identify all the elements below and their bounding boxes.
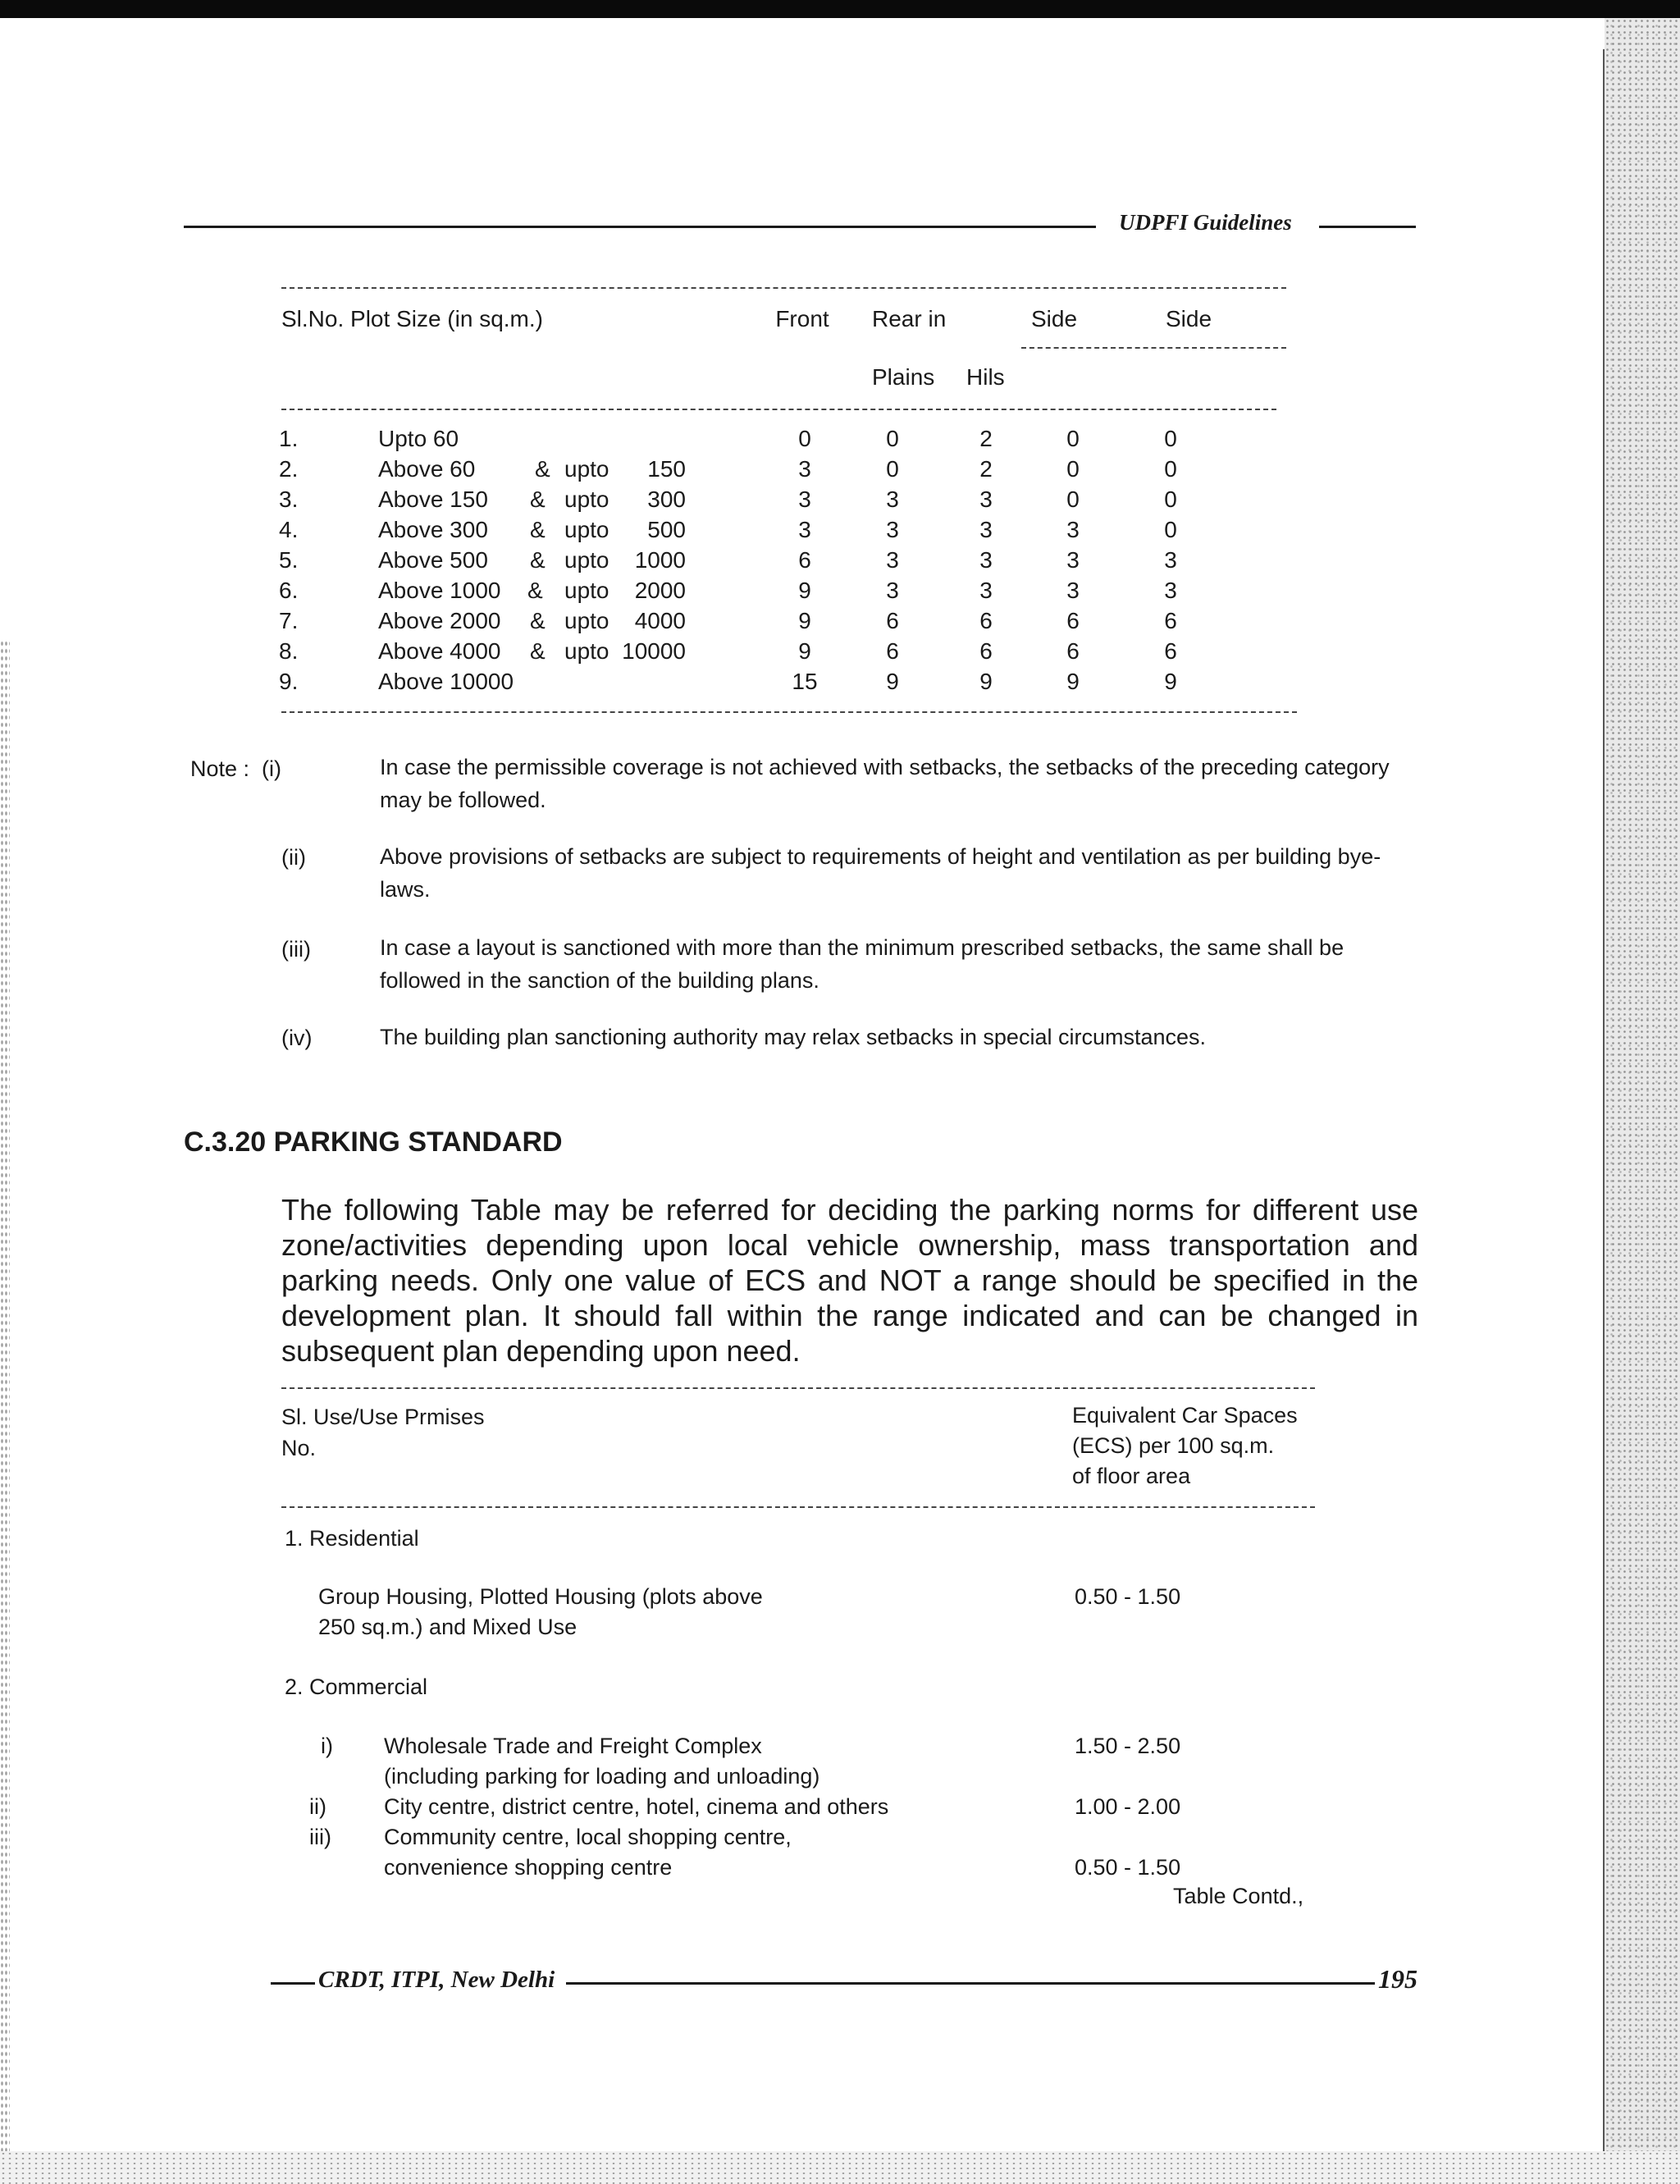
item-ecs-value: 1.50 - 2.50 <box>1075 1734 1181 1758</box>
header-title: UDPFI Guidelines <box>1119 210 1292 235</box>
row-label: Above 2000 <box>378 608 501 633</box>
row-amp: & <box>527 578 543 603</box>
scan-noise-left <box>0 640 10 2184</box>
setback-header-side-1: Side <box>1030 306 1078 331</box>
note-number: (i) <box>262 756 281 781</box>
note-number: (iii) <box>281 937 311 962</box>
residential-line-2: 250 sq.m.) and Mixed Use <box>318 1615 578 1639</box>
row-number: 4. <box>279 517 299 542</box>
row-to: 1000 <box>634 547 686 573</box>
row-to: 150 <box>647 456 686 482</box>
row-number: 5. <box>279 547 299 573</box>
row-number: 3. <box>279 487 299 512</box>
row-upto: upto <box>564 638 609 664</box>
cell-hils: 6 <box>979 608 993 633</box>
residential-ecs-value: 0.50 - 1.50 <box>1075 1584 1181 1609</box>
cell-hils: 6 <box>979 638 993 664</box>
footer-rule-right <box>566 1982 1375 1985</box>
setback-header-hils: Hils <box>966 364 1005 390</box>
cell-front: 3 <box>798 456 811 482</box>
cell-plains: 6 <box>886 608 899 633</box>
cell-front: 9 <box>798 578 811 603</box>
cell-side-2: 3 <box>1164 578 1177 603</box>
cell-hils: 3 <box>979 547 993 573</box>
row-amp: & <box>530 638 546 664</box>
cell-plains: 3 <box>886 547 899 573</box>
row-number: 8. <box>279 638 299 664</box>
cell-plains: 3 <box>886 517 899 542</box>
cell-side-2: 9 <box>1164 669 1177 694</box>
cell-side-1: 3 <box>1066 517 1080 542</box>
scan-top-border <box>0 0 1680 18</box>
note-text: In case a layout is sanctioned with more than the minimum prescribed setbacks, the same shall be followed in the sanction of the building plans. <box>380 935 1344 993</box>
setback-header-side-2: Side <box>1165 306 1212 331</box>
note-number: (iv) <box>281 1026 313 1050</box>
cell-hils: 2 <box>979 456 993 482</box>
cell-plains: 3 <box>886 578 899 603</box>
scan-noise-bottom <box>0 2151 1680 2184</box>
setback-side-subrule <box>1021 347 1286 349</box>
cell-side-2: 0 <box>1164 456 1177 482</box>
cell-plains: 0 <box>886 456 899 482</box>
header-rule-left <box>184 226 1096 228</box>
row-upto: upto <box>564 547 609 573</box>
parking-table-top-rule <box>281 1387 1315 1389</box>
cell-side-2: 6 <box>1164 638 1177 664</box>
row-label: Above 4000 <box>378 638 501 664</box>
cell-side-1: 3 <box>1066 578 1080 603</box>
setback-header-sl: Sl.No. Plot Size (in sq.m.) <box>281 306 543 331</box>
note-text: The building plan sanctioning authority may relax setbacks in special circumstances. <box>380 1025 1207 1049</box>
row-label: Above 150 <box>378 487 488 512</box>
cell-hils: 2 <box>979 426 993 451</box>
item-ecs-value: 0.50 - 1.50 <box>1075 1855 1181 1880</box>
cell-hils: 3 <box>979 578 993 603</box>
item-line-1: City centre, district centre, hotel, cinema and others <box>384 1794 889 1819</box>
section-paragraph: The following Table may be referred for deciding the parking norms for different use zone/activities depending upon local vehicle ownership, mass transportation and parking needs. Only one value of ECS and NOT a range should be specified in the development plan. It should fall within the range indicated and can be changed in subsequent plan depending upon need. <box>281 1193 1418 1368</box>
footer-left: CRDT, ITPI, New Delhi <box>318 1967 555 1993</box>
row-to: 300 <box>647 487 686 512</box>
cell-front: 15 <box>792 669 818 694</box>
footer-rule-left <box>271 1982 315 1985</box>
setback-table-header-rule <box>281 409 1276 410</box>
cell-hils: 3 <box>979 487 993 512</box>
setback-header-front: Front <box>775 306 829 331</box>
item-number: iii) <box>309 1825 331 1849</box>
item-number: ii) <box>309 1794 326 1819</box>
cell-hils: 9 <box>979 669 993 694</box>
row-to: 500 <box>647 517 686 542</box>
residential-title: 1. Residential <box>285 1526 419 1551</box>
cell-side-1: 6 <box>1066 608 1080 633</box>
cell-side-2: 6 <box>1164 608 1177 633</box>
item-ecs-value: 1.00 - 2.00 <box>1075 1794 1181 1819</box>
row-to: 4000 <box>634 608 686 633</box>
note-text: Above provisions of setbacks are subject to requirements of height and ventilation as per building bye-laws. <box>380 844 1381 902</box>
cell-front: 3 <box>798 517 811 542</box>
section-heading: C.3.20 PARKING STANDARD <box>184 1126 563 1158</box>
note-number: (ii) <box>281 845 306 870</box>
cell-hils: 3 <box>979 517 993 542</box>
commercial-title: 2. Commercial <box>285 1675 428 1699</box>
row-amp: & <box>535 456 550 482</box>
header-rule-right <box>1319 226 1416 228</box>
parking-header-left-1: Sl. Use/Use Prmises <box>281 1405 485 1429</box>
page-edge <box>1603 49 1605 2166</box>
cell-side-1: 6 <box>1066 638 1080 664</box>
row-number: 9. <box>279 669 299 694</box>
cell-front: 3 <box>798 487 811 512</box>
cell-side-1: 3 <box>1066 547 1080 573</box>
row-amp: & <box>530 487 546 512</box>
item-line-2: convenience shopping centre <box>384 1855 673 1880</box>
parking-table-header-rule <box>281 1506 1315 1508</box>
row-to: 10000 <box>622 638 686 664</box>
row-number: 6. <box>279 578 299 603</box>
cell-front: 0 <box>798 426 811 451</box>
cell-side-1: 0 <box>1066 487 1080 512</box>
parking-header-left-2: No. <box>281 1436 317 1460</box>
cell-side-2: 0 <box>1164 517 1177 542</box>
setback-table-bottom-rule <box>281 711 1297 713</box>
row-upto: upto <box>564 608 609 633</box>
cell-plains: 0 <box>886 426 899 451</box>
item-line-1: Wholesale Trade and Freight Complex <box>384 1734 762 1758</box>
row-number: 2. <box>279 456 299 482</box>
item-number: i) <box>321 1734 333 1758</box>
row-label: Above 10000 <box>378 669 514 694</box>
item-line-1: Community centre, local shopping centre, <box>384 1825 792 1849</box>
parking-header-right-2: (ECS) per 100 sq.m. <box>1072 1433 1275 1458</box>
row-label: Upto 60 <box>378 426 459 451</box>
setback-header-plains: Plains <box>872 364 935 390</box>
cell-side-2: 0 <box>1164 426 1177 451</box>
cell-side-1: 9 <box>1066 669 1080 694</box>
row-to: 2000 <box>634 578 686 603</box>
cell-side-1: 0 <box>1066 456 1080 482</box>
row-label: Above 300 <box>378 517 488 542</box>
cell-plains: 9 <box>886 669 899 694</box>
table-continued-label: Table Contd., <box>1173 1884 1304 1908</box>
note-prefix: Note : <box>190 756 250 781</box>
cell-plains: 3 <box>886 487 899 512</box>
row-number: 7. <box>279 608 299 633</box>
row-amp: & <box>530 547 546 573</box>
row-label: Above 500 <box>378 547 488 573</box>
row-upto: upto <box>564 578 609 603</box>
row-upto: upto <box>564 487 609 512</box>
row-amp: & <box>530 517 546 542</box>
parking-header-right-1: Equivalent Car Spaces <box>1072 1403 1298 1428</box>
parking-header-right-3: of floor area <box>1072 1464 1191 1488</box>
cell-side-2: 0 <box>1164 487 1177 512</box>
row-number: 1. <box>279 426 299 451</box>
residential-line-1: Group Housing, Plotted Housing (plots above <box>318 1584 763 1609</box>
page-number: 195 <box>1378 1964 1418 1994</box>
setback-header-rear: Rear in <box>872 306 947 331</box>
row-upto: upto <box>564 456 609 482</box>
cell-front: 9 <box>798 638 811 664</box>
scan-noise-right <box>1605 18 1680 2184</box>
item-line-2: (including parking for loading and unloading) <box>384 1764 820 1789</box>
cell-front: 6 <box>798 547 811 573</box>
note-text: In case the permissible coverage is not achieved with setbacks, the setbacks of the preceding category may be followed. <box>380 755 1390 812</box>
row-label: Above 60 <box>378 456 476 482</box>
row-label: Above 1000 <box>378 578 501 603</box>
cell-side-2: 3 <box>1164 547 1177 573</box>
setback-table-top-rule <box>281 287 1286 289</box>
cell-side-1: 0 <box>1066 426 1080 451</box>
row-upto: upto <box>564 517 609 542</box>
cell-plains: 6 <box>886 638 899 664</box>
cell-front: 9 <box>798 608 811 633</box>
row-amp: & <box>530 608 546 633</box>
